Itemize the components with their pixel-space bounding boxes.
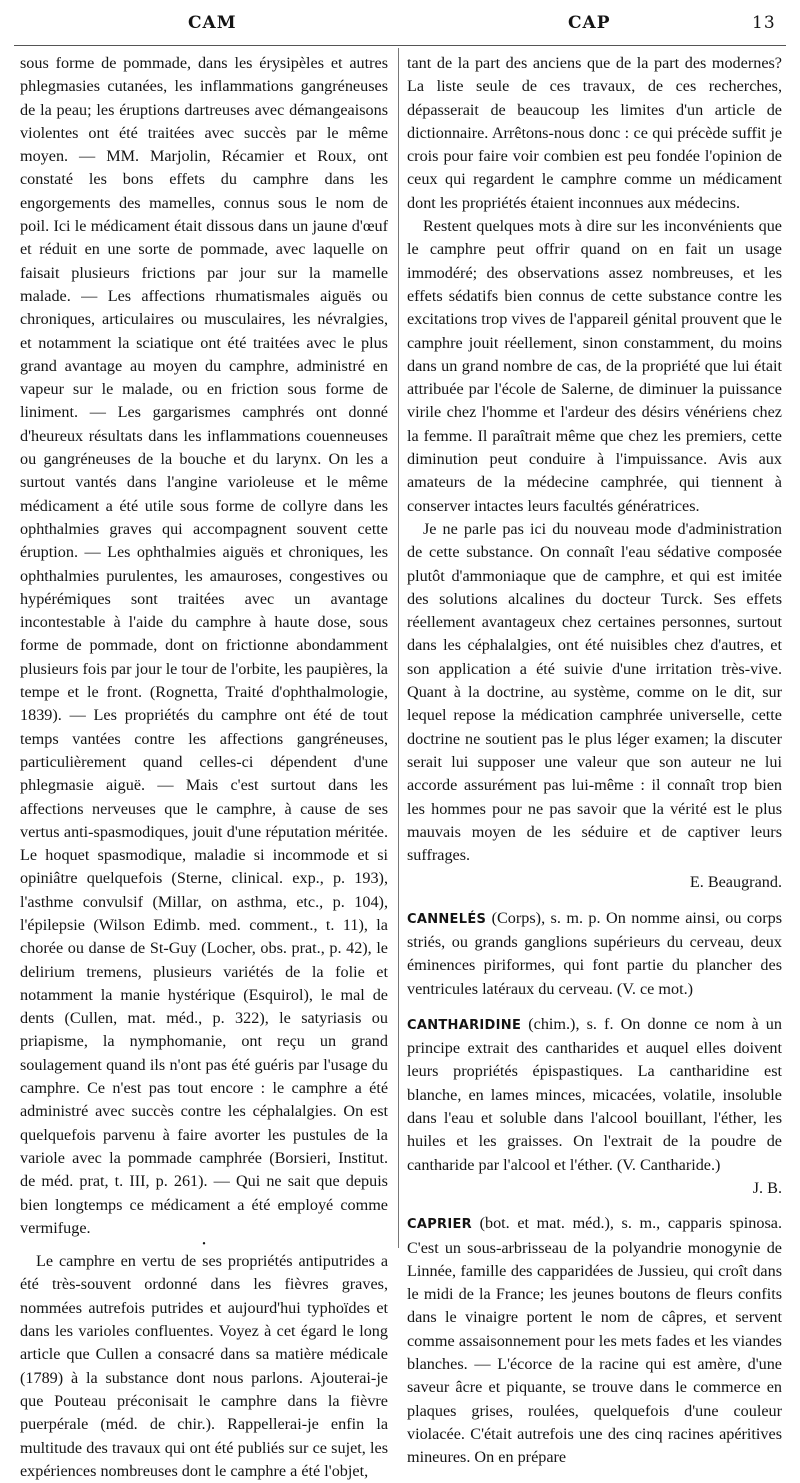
running-head-right: CAP bbox=[568, 13, 611, 33]
entry-caprier bbox=[407, 1212, 782, 1469]
running-head-left: CAM bbox=[188, 13, 237, 33]
author-signature-jb: J. B. bbox=[752, 1178, 782, 1197]
paragraph-continuation: tant de la part des anciens que de la part des modernes? La liste seule de ces travaux, de ces recherches, dépasserait de beaucoup les limites d'un article de dictionnaire. Arrêtons-nous donc : ce qui précède suffit je crois pour faire voir combien est peu fondée l'opinion de ceux qui regardent le camphre comme un médicament dont les propriétés étaient inconnues aux médecins. bbox=[407, 54, 782, 212]
entry-canneles bbox=[407, 907, 782, 1001]
entry-headword: CAPRIER bbox=[407, 1217, 472, 1233]
header-rule bbox=[14, 45, 786, 46]
entry-definition: (Corps), s. m. p. On nomme ainsi, ou corps striés, ou grands ganglions supérieurs du cerveau, deux éminences piriformes, qui font partie du plancher des ventricules latéraux du cerveau. (V. ce mot.) bbox=[407, 908, 782, 998]
entry-cantharidine bbox=[407, 1013, 782, 1177]
entry-definition: (chim.), s. f. On donne ce nom à un principe extrait des cantharides et auquel elles doivent leurs propriétés épispastiques. La cantharidine est blanche, en lames minces, micacées, volatile, insoluble dans l'eau et soluble dans l'alcool bouillant, l'éther, les huiles et les graisses. On l'extrait de la poudre de cantharide par l'alcool et l'éther. (V. Cantharide.) bbox=[407, 1014, 782, 1174]
page-number: 13 bbox=[752, 13, 776, 33]
paragraph-antiputrides: Le camphre en vertu de ses propriétés antiputrides a été très-souvent ordonné dans les fièvres graves, nommées autrefois putrides et aujourd'hui typhoïdes et dans les varioles confluentes. Voyez à cet égard le long article que Cullen a consacré dans sa matière médicale (1789) à la substance dont nous parlons. Ajouterai-je que Pouteau préconisait le camphre dans la fièvre puerpérale (méd. de chir.). Rappellerai-je enfin la multitude des travaux qui ont été publiés sur ce sujet, les expériences nombreuses dont le camphre a été l'objet, bbox=[20, 1252, 388, 1480]
entry-headword: CANTHARIDINE bbox=[407, 1017, 522, 1033]
separator-dot: • bbox=[202, 1239, 206, 1251]
author-signature-beaugrand: E. Beaugrand. bbox=[689, 873, 782, 892]
entry-headword: CANNELÉS bbox=[407, 911, 487, 927]
paragraph-camphre-uses: sous forme de pommade, dans les érysipèles et autres phlegmasies cutanées, les inflammations gangréneuses de la peau; les éruptions dartreuses avec démangeaisons violentes ont été traitées avec succès par le même moyen. — MM. Marjolin, Récamier et Roux, ont constaté les bons effets du camphre dans les engorgements des mamelles, connus sous le nom de poil. Ici le médicament était dissous dans un jaune d'œuf et réduit en une sorte de pommade, avec laquelle on faisait plusieurs frictions par jour sur la mamelle malade. — Les affections rhumatismales aiguës ou chroniques, articulaires ou musculaires, les névralgies, et notamment la sciatique ont été traitées avec le plus grand avantage au moyen du camphre, administré en vapeur sur le malade, ou en friction sous forme de liniment. — Les gargarismes camphrés ont donné d'heureux résultats dans les inflammations couenneuses ou gangréneuses de la bouche et du larynx. On les a surtout vantés dans l'angine varioleuse et le même médicament a été utile sous forme de collyre dans les ophthalmies graves qui accompagnent souvent cette éruption. — Les ophthalmies aiguës et chroniques, les ophthalmies purulentes, les amauroses, congestives ou hypérémiques sont traitées avec un avantage incontestable à l'aide du camphre à haute dose, sous forme de pommade, dont on frictionne abondamment plusieurs fois par jour le tour de l'orbite, les paupières, la tempe et le front. (Rognetta, Traité d'ophthalmologie, 1839). — Les propriétés du camphre ont été de tout temps vantées contre les affections gangréneuses, particulièrement quand celles-ci dépendent d'une phlegmasie aiguë. — Mais c'est surtout dans les affections nerveuses que le camphre, à cause de ses vertus anti-spasmodiques, jouit d'une réputation méritée. Le hoquet spasmodique, maladie si incommode et si opiniâtre quelquefois (Sterne, clinical. exp., p. 193), l'asthme convulsif (Millar, on asthma, etc., p. 104), l'épilepsie (Wilson Edimb. med. comment., t. 11), la chorée ou danse de St-Guy (Locher, obs. prat., p. 42), le delirium tremens, plusieurs variétés de la folie et notamment la manie hystérique (Esquirol), le mal de dents (Cullen, mat. méd., p. 322), le satyriasis ou priapisme, la nymphomanie, ont reçu un grand soulagement quand ils n'ont pas été guéris par l'usage du camphre. Ce n'est pas tout encore : le camphre a été administré avec succès contre les céphalalgies. On est quelquefois parvenu à faire avorter les pustules de la variole avec la pommade camphrée (Borsieri, Institut. de méd. prat, t. III, p. 261). — Qui ne sait que depuis bien longtemps ce médicament a été employé comme vermifuge. bbox=[20, 54, 388, 1237]
entry-definition: (bot. et mat. méd.), s. m., capparis spinosa. C'est un sous-arbrisseau de la polyandrie monogynie de Linnée, famille des capparidées de Jussieu, qui croît dans le midi de la France; les jeunes boutons de fleurs confits dans le vinaigre portent le nom de câpres, et servent comme assaisonnement pour les mets fades et les viandes blanches. — L'écorce de la racine qui est amère, d'une saveur âcre et piquante, se trouve dans le commerce en plaques grises, roulées, quelquefois d'une couleur violacée. C'était autrefois une des cinq racines apéritives mineures. On en prépare bbox=[407, 1214, 782, 1467]
paragraph-inconvenients: Restent quelques mots à dire sur les inconvénients que le camphre peut offrir quand on en fait un usage immodéré; des observations assez nombreuses, et les effets sédatifs bien connus de cette substance contre les excitations trop vives de l'appareil génital prouvent que le camphre jouit réellement, sinon constamment, du moins dans un grand nombre de cas, de la propriété que lui était attribuée par l'école de Salerne, de diminuer la puissance virile chez l'homme et l'ardeur des désirs vénériens chez la femme. Il paraîtrait même que chez les premiers, cette diminution peut conduire à l'impuissance. Avis aux amateurs de la médecine camphrée, qui tiennent à conserver intactes leurs facultés génératrices. bbox=[407, 217, 782, 515]
paragraph-eau-sedative: Je ne parle pas ici du nouveau mode d'administration de cette substance. On connaît l'eau sédative composée plutôt d'ammoniaque que de camphre, et qui est imitée des solutions alcalines du docteur Turck. Ses effets réellement avantageux chez certaines personnes, surtout dans les céphalalgies, ont été nuisibles chez d'autres, et son application a été suivie d'une irritation très-vive. Quant à la doctrine, au système, comme on le dit, sur lequel repose la médication camphrée universelle, cette doctrine ne soutient pas le plus léger examen; la discuter serait lui supposer une valeur que son auteur ne lui accorde assurément pas lui-même : il connaît trop bien les hommes pour ne pas savoir que la vérité est le plus mauvais moyen de les séduire et de captiver leurs suffrages. bbox=[407, 519, 782, 865]
column-divider bbox=[398, 48, 399, 1248]
left-column bbox=[20, 52, 388, 1483]
